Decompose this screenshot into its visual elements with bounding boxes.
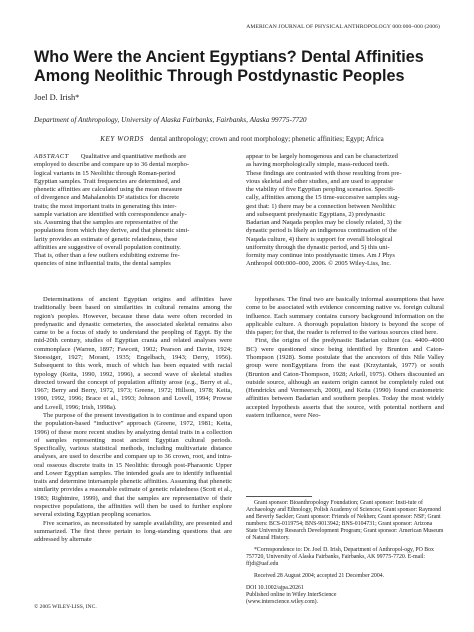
- abstract-line: as having morphologically simple, mass-reduced teeth.: [246, 161, 390, 169]
- body-paragraph: First, the origins of the predynastic Badarian culture (ca. 4400–4000 BC) were questioned since being identified by Brunton and Caton-Thompson (1928). Some postulate that the ancestors of this Nile Valley group were nonEgyptians from the east (Krzyżaniak, 1977) or south (Brunton and Caton-Thompson, 1928; Arkell, 1975). Others discounted an outside source, although an eastern origin cannot be completely ruled out (Hendrickx and Vermeersch, 2000), and Keita (1990) found craniometric affinities between Badarian and southern peoples. Today the most widely accepted hypothesis asserts that the source, with potential northern and eastern influence, were Neo-: [246, 337, 444, 419]
- abstract-line: quencies of nine influential traits, the dental samples: [34, 260, 171, 268]
- abstract-line: Anthropol 000:000–000, 2006. © 2005 Wiley-Liss, Inc.: [246, 260, 392, 268]
- abstract-line: larity provides an estimate of genetic relatedness, these: [34, 235, 178, 243]
- copyright: © 2005 WILEY-LISS, INC.: [34, 604, 97, 610]
- abstract-line: traits; the most important traits in generating this inter-: [34, 202, 177, 210]
- abstract-line: [34, 153, 232, 161]
- abstract-line: Naqada culture, 4) there is support for overall biological: [246, 235, 393, 243]
- author-affiliation: Department of Anthropology, University of Alaska Fairbanks, Fairbanks, Alaska 99775-7720: [34, 115, 307, 124]
- abstract-line: These findings are contrasted with those resulting from pre-: [246, 169, 402, 177]
- abstract-right-column: [246, 153, 444, 269]
- abstract-line: cally, affinities among the 15 time-successive samples sug-: [246, 194, 400, 202]
- abstract-left-column: [34, 153, 232, 269]
- title-line-2: Among Neolithic Through Postdynastic Peoples: [34, 67, 405, 85]
- keywords: [34, 135, 444, 143]
- abstract-line: vious skeletal and other studies, and are used to appraise: [246, 177, 393, 185]
- abstract-line: of divergence and Mahalanobis D² statistics for discrete: [34, 194, 179, 202]
- footnotes: [246, 496, 444, 611]
- keywords-text: dental anthropology; crown and root morphology; phenetic affinities; Egypt; Africa: [150, 135, 384, 143]
- abstract-line: Badarian and Naqada peoples may be closely related, 3) the: [246, 219, 402, 226]
- abstract-line: uniformity through the dynastic period, and 5) this uni-: [246, 243, 390, 251]
- footnote-rule: [246, 496, 312, 497]
- title-line-1: Who Were the Ancient Egyptians? Dental Affinities: [34, 48, 424, 66]
- abstract-line: gest that: 1) there may be a connection between Neolithic: [246, 202, 396, 210]
- abstract-line: employed to describe and compare up to 36 dental morpho-: [34, 161, 190, 169]
- abstract-line: dynastic period is likely an indigenous continuation of the: [246, 227, 397, 235]
- footnote: Received 28 August 2004; accepted 21 December 2004.: [254, 573, 385, 579]
- body-paragraph: Five scenarios, as necessitated by sample availability, are presented and summarized. The first three pertain to long-standing questions that are addressed by alternate: [34, 519, 232, 544]
- author-name: Joel D. Irish*: [34, 93, 80, 102]
- abstract-line: the viability of five Egyptian peopling scenarios. Specifi-: [246, 186, 396, 193]
- abstract-line: and subsequent predynastic Egyptians, 2) predynastic: [246, 210, 386, 218]
- footnote: *Correspondence to: Dr. Joel D. Irish, Department of Anthropol-ogy, PO Box 757720, University of Alaska Fairbanks, Fairbanks, AK 99775-7720. E-mail: ffjdi@uaf.edu: [246, 547, 434, 567]
- footnote: DOI 10.1002/ajpa.20261 Published online in Wiley InterScience (www.interscience.wiley.com).: [246, 585, 337, 605]
- body-left-column: [34, 296, 232, 544]
- footnote: Grant sponsor: Bioanthropology Foundation; Grant sponsor: Insti-tute of Archaeology and Ethnology, Polish Academy of Sciences; Grant sponsor: Raymond and Beverly Sackler; Grant sponsor: Friends of Nekhen; Grant sponsor: NSF; Grant numbers: BCS-0119754; BNS-9013942; BNS-0104731; Grant sponsor: Arizona State University Research Development Program; Grant sponsor: American Museum of Natural History.: [246, 500, 444, 541]
- body-paragraph: hypotheses. The final two are basically informal assumptions that have come to be associated with evidence concerning native vs. foreign cultural influence. Each summary contains cursory background information on the applicable culture. A thorough population history is beyond the scope of this paper; for that, the reader is referred to the various sources cited here.: [246, 296, 444, 337]
- abstract-line: appear to be largely homogenous and can be characterized: [246, 153, 398, 160]
- abstract: [34, 153, 444, 283]
- body-right-column: [246, 296, 444, 420]
- abstract-line: populations from which they derive, and that phenetic simi-: [34, 227, 190, 235]
- abstract-line: Egyptian samples. Trait frequencies are determined, and: [34, 177, 181, 185]
- running-head: AMERICAN JOURNAL OF PHYSICAL ANTHROPOLOGY 000:000–000 (2006): [246, 24, 440, 30]
- keywords-label: KEY WORDS: [100, 135, 144, 143]
- article-title: [34, 48, 444, 86]
- body-paragraph: Determinations of ancient Egyptian origins and affinities have traditionally been based on similarities in cultural remains among the region's peoples. However, because these data were often recorded in predynastic and dynastic cemeteries, the associated skeletal remains also came to be a focus of study to understand the peopling of Egypt. By the mid-20th century, studies of Egyptian crania and related analyses were commonplace (Warren, 1897; Fawcett, 1902; Pearson and Davin, 1924; Stoessiger, 1927; Morant, 1935; Engelbach, 1943; Derry, 1956). Subsequent to this work, much of which has been equated with racial typology (Keita, 1990, 1992, 1996), a second wave of skeletal studies directed toward the concept of population affinity arose (e.g., Berry et al., 1967; Berry and Berry, 1972, 1973; Greene, 1972; Hillson, 1978; Keita, 1990, 1992, 1996; Brace et al., 1993; Johnson and Lovell, 1994; Prowse and Lovell, 1996; Irish, 1998a).: [34, 296, 232, 411]
- abstract-line: That is, other than a few outliers exhibiting extreme fre-: [34, 252, 180, 259]
- abstract-line: sample variation are identified with correspondence analy-: [34, 210, 187, 218]
- abstract-line: formity may continue into postdynastic times. Am J Phys: [246, 252, 395, 259]
- abstract-label: ABSTRACT: [34, 153, 69, 160]
- body-paragraph: The purpose of the present investigation is to continue and expand upon the population-based “inductive” approach (Greene, 1972, 1981; Keita, 1996) of these more recent studies by analyzing dental traits in a collection of samples representing most ancient Egyptian cultural periods. Specifically, various statistical methods, including multivariate distance analyses, are used to describe and compare up to 36 crown, root, and intra-oral osseous discrete traits in 15 Neolithic through post-Pharaonic Upper and Lower Egyptian samples. The intended goals are to identify influential traits and determine intersample phenetic affinities. Assuming that phenetic similarity provides a reasonable estimate of genetic relatedness (Scott et al., 1983; Rightmire, 1999), and that the samples are representative of their respective populations, the affinities will then be used to further explore several existing Egyptian peopling scenarios.: [34, 411, 232, 519]
- abstract-line: logical variants in 15 Neolithic through Roman-period: [34, 169, 176, 177]
- abstract-line: affinities are suggestive of overall population continuity.: [34, 243, 181, 251]
- abstract-line: phenetic affinities are calculated using the mean measure: [34, 186, 183, 193]
- abstract-line: sis. Assuming that the samples are representative of the: [34, 219, 178, 226]
- abstract-text: Qualitative and quantitative methods are: [80, 153, 187, 160]
